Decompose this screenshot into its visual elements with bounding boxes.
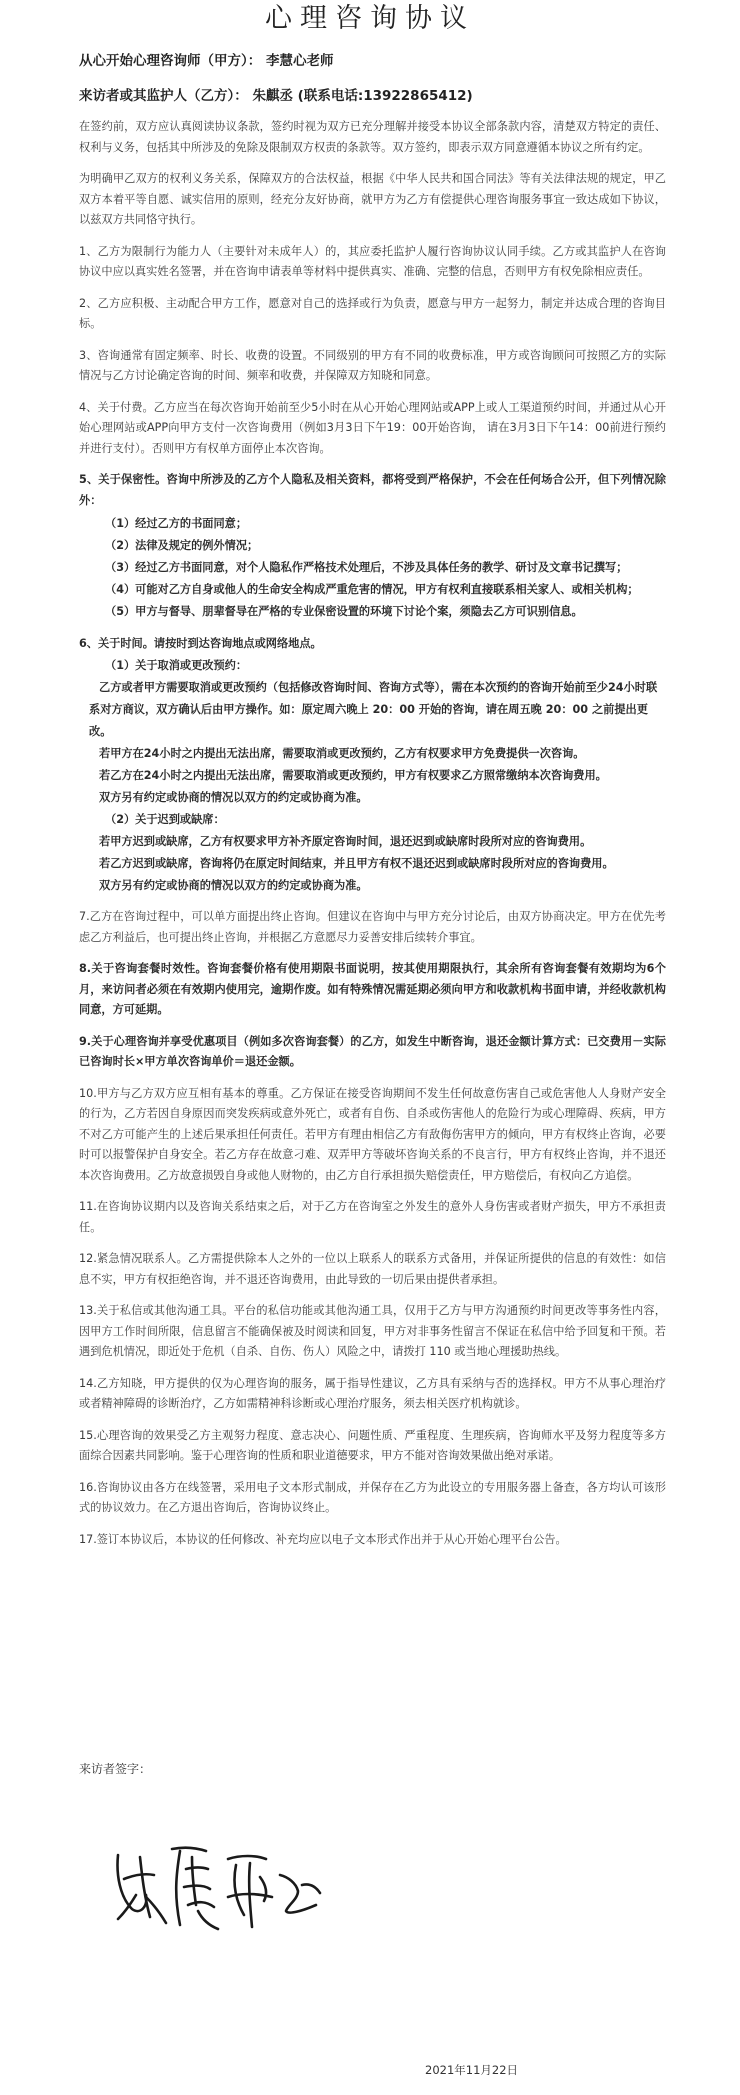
clause-17: 17.签订本协议后，本协议的任何修改、补充均应以电子文本形式作出并于从心开始心理平台公告。 <box>79 1532 567 1546</box>
party-b-line: 来访者或其监护人（乙方）： 朱麒丞 (联系电话:13922865412) <box>79 88 473 104</box>
intro-paragraph: 为明确甲乙双方的权利义务关系，保障双方的合法权益，根据《中华人民共和国合同法》等有关法律法规的规定，甲乙双方本着平等自愿、诚实信用的原则，经充分友好协商，就甲方为乙方有偿提供心理咨询服务事宜一致达成如下协议，以兹双方共同恪守执行。 <box>79 172 666 226</box>
clause-3: 3、咨询通常有固定频率、时长、收费的设置。不同级别的甲方有不同的收费标准，甲方或咨询顾问可按照乙方的实际情况与乙方讨论确定咨询的时间、频率和收费，并保障双方知晓和同意。 <box>79 348 666 382</box>
clause-6-sub1-line: 若乙方在24小时之内提出无法出席，需要取消或更改预约，甲方有权要求乙方照常缴纳本次咨询费用。 <box>99 769 607 782</box>
clause-6-sub2-line: 若乙方迟到或缺席，咨询将仍在原定时间结束，并且甲方有权不退还迟到或缺席时段所对应的咨询费用。 <box>99 857 614 870</box>
clause-11: 11.在咨询协议期内以及咨询关系结束之后，对于乙方在咨询室之外发生的意外人身伤害或者财产损失，甲方不承担责任。 <box>79 1200 666 1234</box>
clause-1: 1、乙方为限制行为能力人（主要针对未成年人）的，其应委托监护人履行咨询协议认同手续。乙方或其监护人在咨询协议中应以真实姓名签署，并在咨询申请表单等材料中提供真实、准确、完整的信息，否则甲方有权免除相应责任。 <box>79 244 666 278</box>
clause-5-item: （2）法律及规定的例外情况； <box>105 539 259 552</box>
clause-8: 8.关于咨询套餐时效性。咨询套餐价格有使用期限书面说明，按其使用期限执行，其余所有咨询套餐有效期均为6个月，来访问者必须在有效期内使用完，逾期作废。如有特殊情况需延期必须向甲方和收款机构书面申请，并经收款机构同意，方可延期。 <box>79 962 666 1016</box>
clause-5-item: （4）可能对乙方自身或他人的生命安全构成严重危害的情况，甲方有权利直接联系相关家人、或相关机构； <box>105 583 639 596</box>
clause-13: 13.关于私信或其他沟通工具。平台的私信功能或其他沟通工具，仅用于乙方与甲方沟通预约时间更改等事务性内容，因甲方工作时间所限，信息留言不能确保被及时阅读和回复，甲方对非事务性留言不保证在私信中给予回复和干预。若遇到危机情况，即近处于危机（自杀、自伤、伤人）风险之中，请拨打 110 或当地心理援助热线。 <box>79 1304 666 1358</box>
party-a-line: 从心开始心理咨询师（甲方）： 李慧心老师 <box>79 53 334 69</box>
clause-6-sub1-line: 若甲方在24小时之内提出无法出席，需要取消或更改预约，乙方有权要求甲方免费提供一次咨询。 <box>99 747 585 760</box>
clause-5-item: （5）甲方与督导、朋辈督导在严格的专业保密设置的环境下讨论个案，须隐去乙方可识别信息。 <box>105 605 583 618</box>
clause-5-heading: 5、关于保密性。咨询中所涉及的乙方个人隐私及相关资料，都将受到严格保护，不会在任何场合公开，但下列情况除外： <box>79 473 666 507</box>
clause-16: 16.咨询协议由各方在线签署，采用电子文本形式制成，并保存在乙方为此设立的专用服务器上备查，各方均认可该形式的协议效力。在乙方退出咨询后，咨询协议终止。 <box>79 1480 666 1514</box>
clause-9: 9.关于心理咨询并享受优惠项目（例如多次咨询套餐）的乙方，如发生中断咨询，退还金额计算方式：已交费用－实际已咨询时长×甲方单次咨询单价＝退还金额。 <box>79 1034 666 1068</box>
clause-6-sub2-line: 双方另有约定或协商的情况以双方的约定或协商为准。 <box>99 879 368 892</box>
clause-5-item: （3）经过乙方书面同意，对个人隐私作严格技术处理后，不涉及具体任务的教学、研讨及文章书记撰写； <box>105 561 628 574</box>
intro-paragraph: 在签约前，双方应认真阅读协议条款，签约时视为双方已充分理解并接受本协议全部条款内容，清楚双方特定的责任、权利与义务，包括其中所涉及的免除及限制双方权责的条款等。双方签约，即表示双方同意遵循本协议之所有约定。 <box>79 120 666 154</box>
clause-6-sub2-title: （2）关于迟到或缺席： <box>105 813 225 826</box>
signature-label: 来访者签字： <box>79 1762 152 1776</box>
clause-6-heading: 6、关于时间。请按时到达咨询地点或网络地点。 <box>79 637 322 650</box>
agreement-body <box>79 117 666 1561</box>
clause-15: 15.心理咨询的效果受乙方主观努力程度、意志决心、问题性质、严重程度、生理疾病，咨询师水平及努力程度等多方面综合因素共同影响。鉴于心理咨询的性质和职业道德要求，甲方不能对咨询效果做出绝对承诺。 <box>79 1428 666 1462</box>
handwritten-signature <box>110 1835 340 1949</box>
clause-14: 14.乙方知晓，甲方提供的仅为心理咨询的服务，属于指导性建议，乙方具有采纳与否的选择权。甲方不从事心理治疗或者精神障碍的诊断治疗，乙方如需精神科诊断或心理治疗服务，须去相关医疗机构就诊。 <box>79 1376 666 1410</box>
clause-6-sub2-line: 若甲方迟到或缺席，乙方有权要求甲方补齐原定咨询时间，退还迟到或缺席时段所对应的咨询费用。 <box>99 835 592 848</box>
clause-6-sub1-paragraph: 乙方或者甲方需要取消或更改预约（包括修改咨询时间、咨询方式等），需在本次预约的咨询开始前至少24小时联系对方商议，双方确认后由甲方操作。如：原定周六晚上 20：00 开始的咨询，请在周五晚 20：00 之前提出更改。 <box>89 681 658 738</box>
clause-7: 7.乙方在咨询过程中，可以单方面提出终止咨询。但建议在咨询中与甲方充分讨论后，由双方协商决定。甲方在优先考虑乙方利益后，也可提出终止咨询，并根据乙方意愿尽力妥善安排后续转介事宜。 <box>79 910 666 944</box>
clause-6-sub1-title: （1）关于取消或更改预约： <box>105 659 248 672</box>
clause-2: 2、乙方应积极、主动配合甲方工作，愿意对自己的选择或行为负责，愿意与甲方一起努力，制定并达成合理的咨询目标。 <box>79 296 666 330</box>
clause-10: 10.甲方与乙方双方应互相有基本的尊重。乙方保证在接受咨询期间不发生任何故意伤害自己或危害他人人身财产安全的行为，乙方若因自身原因而突发疾病或意外死亡，或者有自伤、自杀或伤害他人的危险行为或心理障碍、疾病，甲方不对乙方可能产生的上述后果承担任何责任。若甲方有理由相信乙方有敌侮伤害甲方的倾向，甲方有权终止咨询，必要时可以报警保护自身安全。若乙方存在故意刁难、双弄甲方等破坏咨询关系的不良言行，甲方有权终止咨询，并不退还本次咨询费用。乙方故意损毁自身或他人财物的，由乙方自行承担损失赔偿责任，甲方赔偿后，有权向乙方追偿。 <box>79 1086 666 1182</box>
clause-4: 4、关于付费。乙方应当在每次咨询开始前至少5小时在从心开始心理网站或APP上或人工渠道预约时间，并通过从心开始心理网站或APP向甲方支付一次咨询费用（例如3月3日下午19：00开始咨询， 请在3月3日下午14：00前进行预约并进行支付）。否则甲方有权单方面停止本次咨询。 <box>79 400 666 455</box>
clause-5-item: （1）经过乙方的书面同意； <box>105 517 248 530</box>
document-title: 心理咨询协议 <box>265 3 475 34</box>
clause-6-sub1-line: 双方另有约定或协商的情况以双方的约定或协商为准。 <box>99 791 368 804</box>
clause-12: 12.紧急情况联系人。乙方需提供除本人之外的一位以上联系人的联系方式备用，并保证所提供的信息的有效性：如信息不实，甲方有权拒绝咨询，并不退还咨询费用，由此导致的一切后果由提供者承担。 <box>79 1252 666 1286</box>
signing-date: 2021年11月22日 <box>425 2063 519 2077</box>
